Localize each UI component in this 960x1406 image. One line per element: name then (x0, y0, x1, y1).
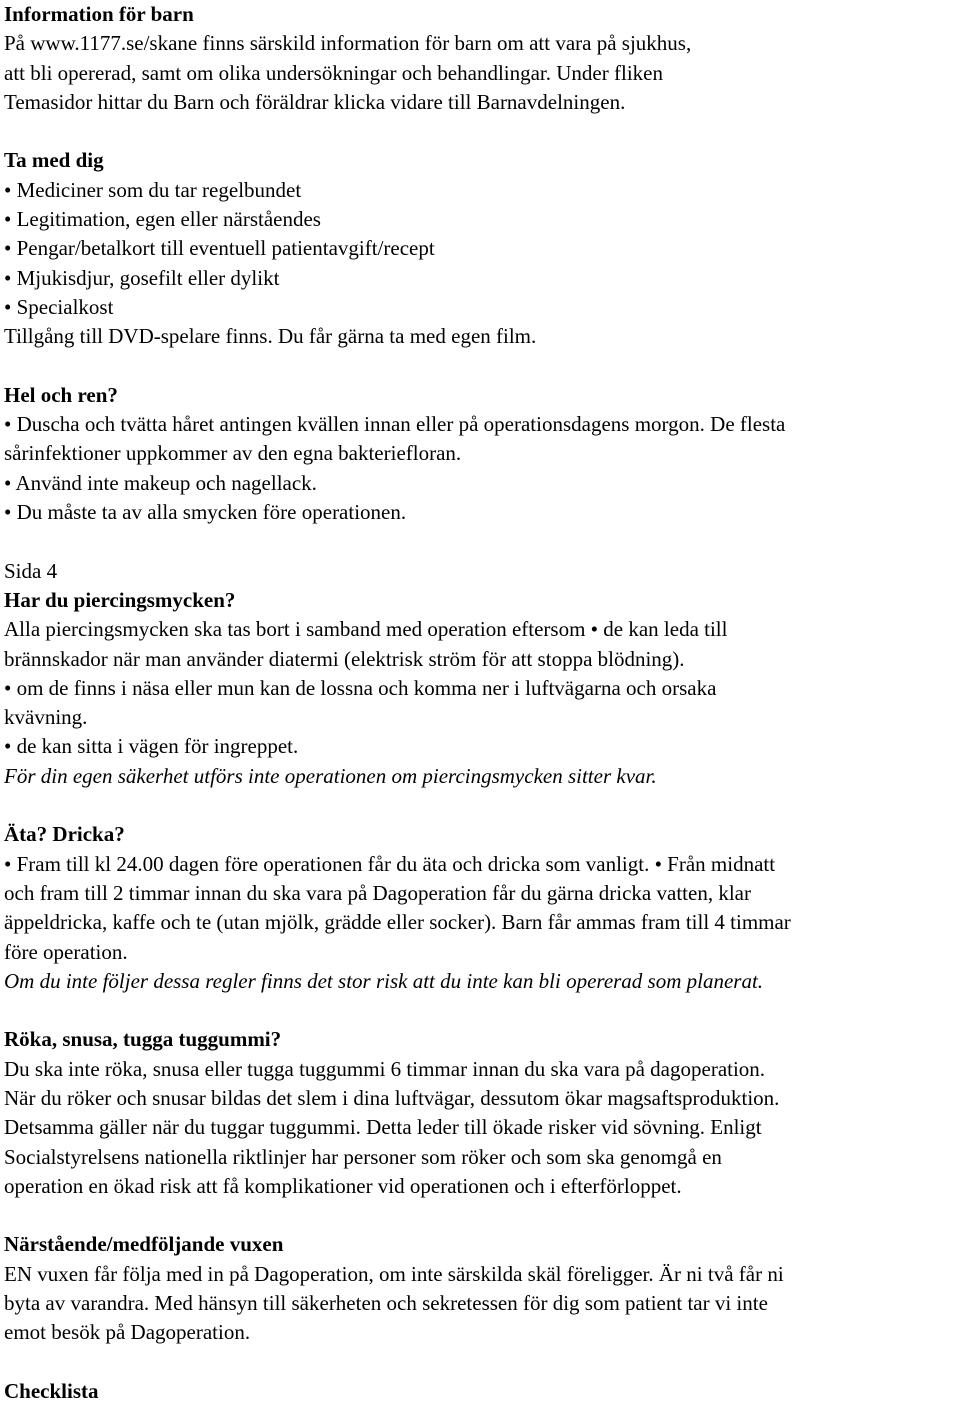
paragraph-line: När du röker och snusar bildas det slem i dina luftvägar, dessutom ökar magsaftsproduktion. (4, 1085, 780, 1110)
list-item: • Pengar/betalkort till eventuell patientavgift/recept (4, 236, 435, 261)
heading-checklist: Checklista (4, 1378, 99, 1403)
list-item: • Duscha och tvätta håret antingen kvällen innan eller på operationsdagens morgon. De flesta (4, 412, 786, 437)
list-item: • Mediciner som du tar regelbundet (4, 177, 302, 202)
italic-note: Om du inte följer dessa regler finns det stor risk att du inte kan bli opererad som planerat. (4, 968, 764, 993)
heading-smoke: Röka, snusa, tugga tuggummi? (4, 1027, 282, 1052)
spacer (4, 996, 956, 1025)
paragraph-line: Tillgång till DVD-spelare finns. Du får gärna ta med egen film. (4, 324, 537, 349)
paragraph-line: äppeldricka, kaffe och te (utan mjölk, grädde eller socker). Barn får ammas fram till 4 timmar (4, 910, 791, 935)
spacer (4, 117, 956, 146)
heading-eat: Äta? Dricka? (4, 822, 125, 847)
spacer (4, 527, 956, 556)
heading-clean: Hel och ren? (4, 382, 118, 407)
paragraph-line: brännskador när man använder diatermi (elektrisk ström för att stoppa blödning). (4, 646, 685, 671)
paragraph-line: Socialstyrelsens nationella riktlinjer har personer som röker och som ska genomgå en (4, 1144, 722, 1169)
heading-info: Information för barn (4, 2, 194, 26)
page-number: Sida 4 (4, 558, 58, 583)
paragraph-line: På www.1177.se/skane finns särskild information för barn om att vara på sjukhus, (4, 31, 692, 56)
spacer (4, 1348, 956, 1377)
paragraph-line: att bli opererad, samt om olika undersökningar och behandlingar. Under fliken (4, 60, 663, 85)
spacer (4, 352, 956, 381)
list-item: • Legitimation, egen eller närståendes (4, 207, 321, 232)
document-page (4, 0, 956, 1406)
paragraph-line: Alla piercingsmycken ska tas bort i samband med operation eftersom • de kan leda till (4, 617, 728, 642)
list-item: • om de finns i näsa eller mun kan de lossna och komma ner i luftvägarna och orsaka (4, 675, 717, 700)
section-smoke (4, 1025, 956, 1201)
section-piercing (4, 586, 956, 791)
section-relatives (4, 1230, 956, 1347)
section-eat (4, 820, 956, 996)
spacer (4, 1201, 956, 1230)
heading-piercing: Har du piercingsmycken? (4, 587, 236, 612)
paragraph-line: Detsamma gäller när du tuggar tuggummi. Detta leder till ökade risker vid sövning. Enligt (4, 1115, 762, 1140)
paragraph-line: Temasidor hittar du Barn och föräldrar klicka vidare till Barnavdelningen. (4, 89, 626, 114)
list-item: • Du måste ta av alla smycken före operationen. (4, 500, 407, 525)
paragraph-line: före operation. (4, 939, 128, 964)
heading-relatives: Närstående/medföljande vuxen (4, 1232, 284, 1257)
heading-bring: Ta med dig (4, 148, 104, 173)
paragraph-line: emot besök på Dagoperation. (4, 1320, 251, 1345)
list-item: • Mjukisdjur, gosefilt eller dylikt (4, 265, 280, 290)
section-clean (4, 381, 956, 527)
paragraph-line: kvävning. (4, 705, 88, 730)
section-info (4, 0, 956, 117)
section-checklist (4, 1377, 956, 1406)
paragraph-line: Du ska inte röka, snusa eller tugga tuggummi 6 timmar innan du ska vara på dagoperation. (4, 1056, 766, 1081)
list-item: • Använd inte makeup och nagellack. (4, 470, 317, 495)
paragraph-line: EN vuxen får följa med in på Dagoperation, om inte särskilda skäl föreligger. Är ni två får ni (4, 1261, 784, 1286)
section-bring (4, 146, 956, 351)
list-item: • Fram till kl 24.00 dagen före operationen får du äta och dricka som vanligt. • Från midnatt (4, 851, 776, 876)
paragraph-line: operation en ökad risk att få komplikationer vid operationen och i efterförloppet. (4, 1173, 682, 1198)
paragraph-line: byta av varandra. Med hänsyn till säkerheten och sekretessen för dig som patient tar vi inte (4, 1291, 768, 1316)
list-item: • Specialkost (4, 294, 114, 319)
paragraph-line: och fram till 2 timmar innan du ska vara på Dagoperation får du gärna dricka vatten, klar (4, 880, 751, 905)
italic-note: För din egen säkerhet utförs inte operationen om piercingsmycken sitter kvar. (4, 763, 657, 788)
list-item: • de kan sitta i vägen för ingreppet. (4, 734, 299, 759)
paragraph-line: sårinfektioner uppkommer av den egna bakteriefloran. (4, 441, 462, 466)
spacer (4, 791, 956, 820)
